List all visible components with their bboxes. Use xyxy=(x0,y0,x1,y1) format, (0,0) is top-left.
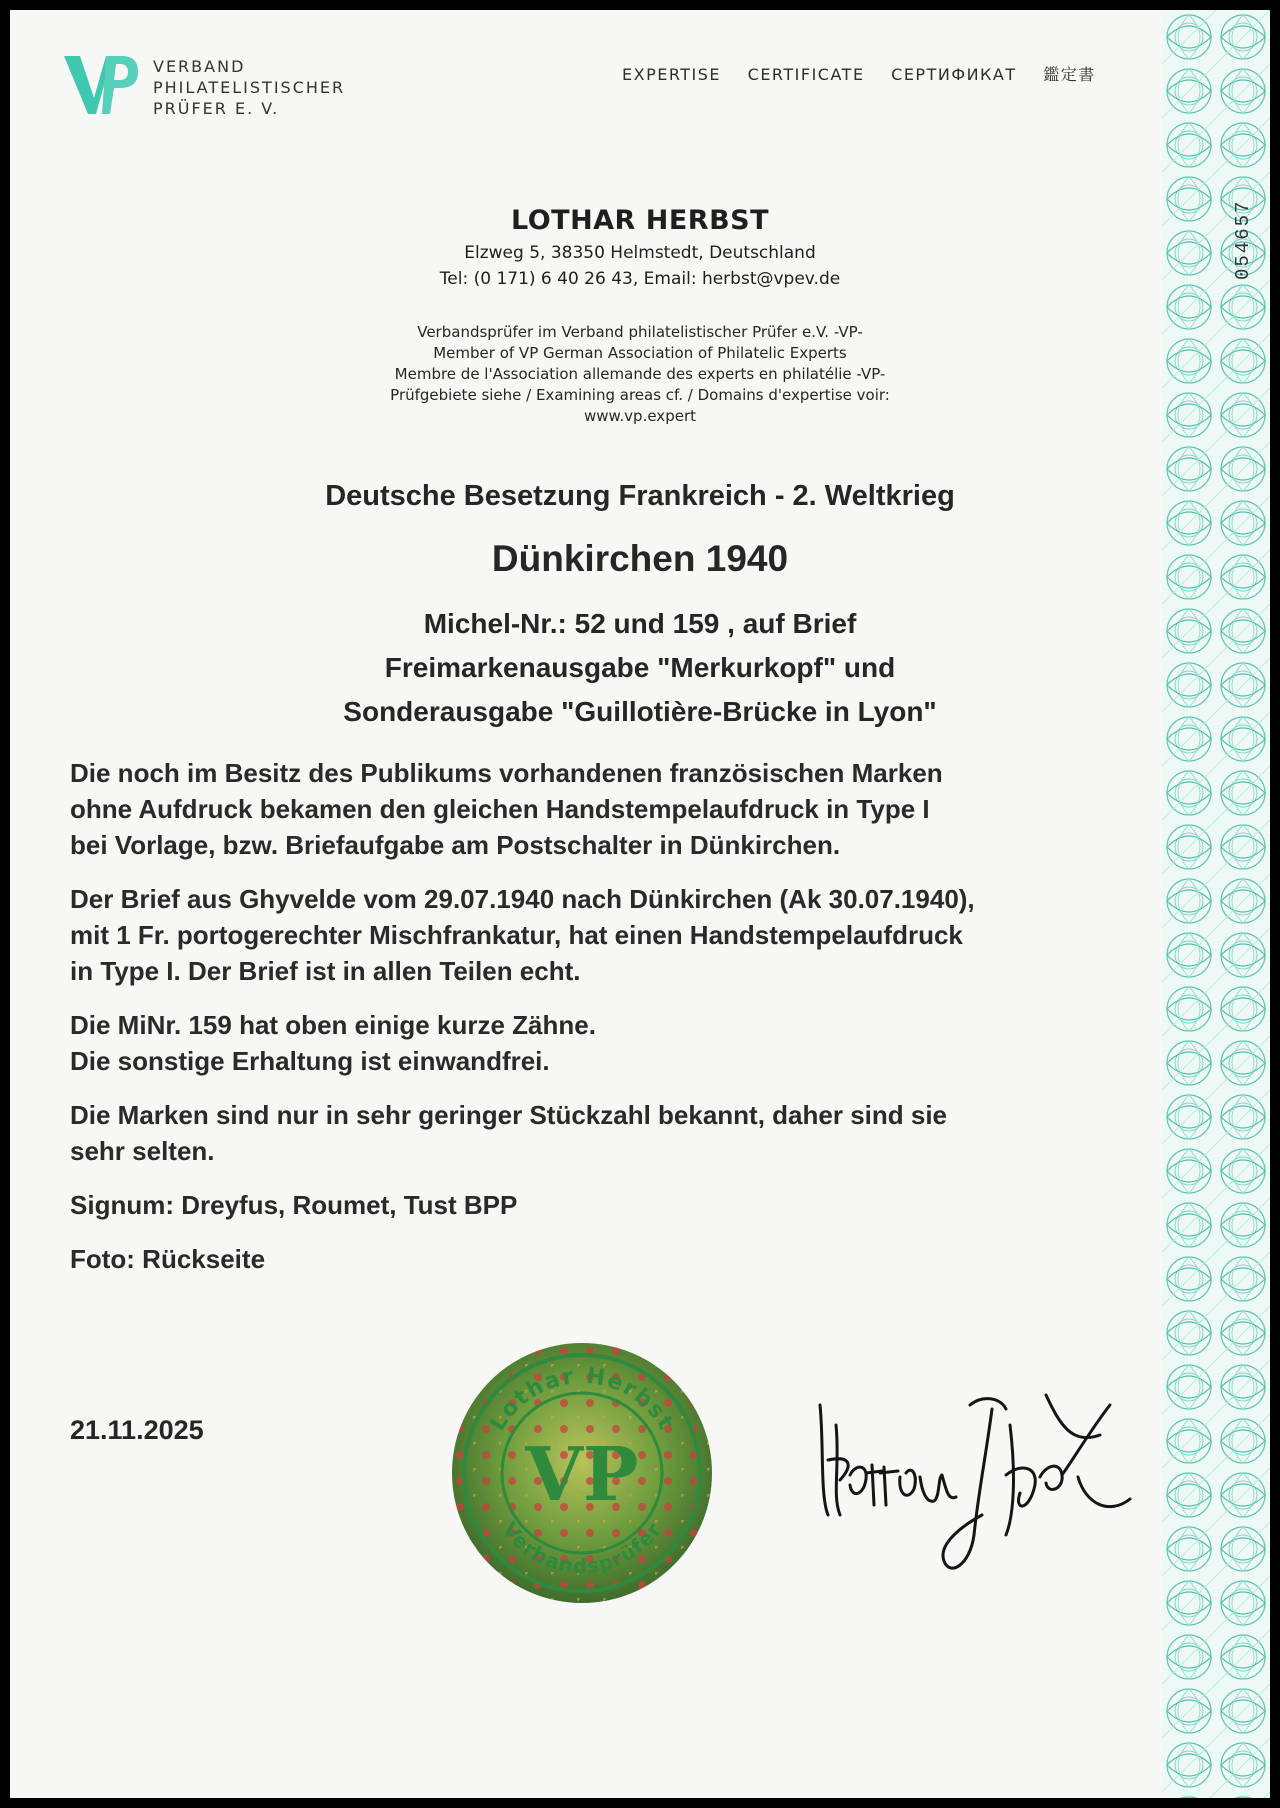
subject-details xyxy=(10,602,1270,734)
text-line: Der Brief aus Ghyvelde vom 29.07.1940 nach Dünkirchen (Ak 30.07.1940), xyxy=(70,884,975,914)
certificate-sheet xyxy=(10,10,1270,1798)
association-line: VERBAND xyxy=(153,57,246,76)
text-line: Die MiNr. 159 hat oben einige kurze Zähne. xyxy=(70,1010,596,1040)
paragraph xyxy=(70,755,1160,863)
vp-line: Prüfgebiete siehe / Examining areas cf. / Domains d'expertise voir: xyxy=(390,386,890,404)
photo-line xyxy=(70,1241,1160,1277)
certificate-label xyxy=(622,62,1116,85)
text-line: Foto: Rückseite xyxy=(70,1244,266,1274)
paragraph xyxy=(70,1097,1160,1169)
certificate-body xyxy=(70,755,1160,1295)
text-line: bei Vorlage, bzw. Briefaufgabe am Postschalter in Dünkirchen. xyxy=(70,830,841,860)
subject-area: Deutsche Besetzung Frankreich - 2. Weltkrieg xyxy=(325,480,955,512)
vp-website: www.vp.expert xyxy=(583,407,696,425)
label-jp: 鑑定書 xyxy=(1043,65,1096,84)
text-line: Die Marken sind nur in sehr geringer Stückzahl bekannt, daher sind sie xyxy=(70,1100,948,1130)
serial-number: 054657 xyxy=(1232,199,1254,280)
michel-numbers: Michel-Nr.: 52 und 159 , auf Brief xyxy=(423,608,857,639)
seal-top-text: Lothar Herbst xyxy=(485,1363,679,1436)
vp-line: Verbandsprüfer im Verband philatelistischer Prüfer e.V. -VP- xyxy=(417,323,863,341)
subject-title: Dünkirchen 1940 xyxy=(491,538,789,579)
expert-info xyxy=(10,205,1270,292)
expert-address: Elzweg 5, 38350 Helmstedt, Deutschland xyxy=(464,243,816,263)
paragraph xyxy=(70,1007,1160,1079)
vp-logo xyxy=(60,50,140,120)
issue-name-1: Freimarkenausgabe "Merkurkopf" und xyxy=(384,652,896,683)
text-line: mit 1 Fr. portogerechter Mischfrankatur, hat einen Handstempelaufdruck xyxy=(70,920,963,950)
paragraph xyxy=(70,881,1160,989)
text-line: in Type I. Der Brief ist in allen Teilen echt. xyxy=(70,956,581,986)
association-line: PRÜFER E. V. xyxy=(153,99,280,118)
certificate-date: 21.11.2025 xyxy=(70,1415,204,1445)
text-line: Die noch im Besitz des Publikums vorhandenen französischen Marken xyxy=(70,758,943,788)
text-line: Die sonstige Erhaltung ist einwandfrei. xyxy=(70,1046,550,1076)
text-line: ohne Aufdruck bekamen den gleichen Handstempelaufdruck in Type I xyxy=(70,794,930,824)
vp-membership-info xyxy=(10,322,1270,427)
label-en: CERTIFICATE xyxy=(747,65,865,84)
label-ru: СЕРТИФИКАТ xyxy=(891,65,1017,84)
signum-line xyxy=(70,1187,1160,1223)
hologram-seal xyxy=(447,1338,717,1608)
text-line: Signum: Dreyfus, Roumet, Tust BPP xyxy=(70,1190,518,1220)
vp-line: Membre de l'Association allemande des experts en philatélie -VP- xyxy=(394,365,886,383)
vp-line: Member of VP German Association of Philatelic Experts xyxy=(433,344,847,362)
expert-contact: Tel: (0 171) 6 40 26 43, Email: herbst@vpev.de xyxy=(439,269,841,289)
expert-name: LOTHAR HERBST xyxy=(510,205,770,236)
issue-name-2: Sonderausgabe "Guillotière-Brücke in Lyon" xyxy=(343,696,937,727)
label-de: EXPERTISE xyxy=(622,65,722,84)
text-line: sehr selten. xyxy=(70,1136,215,1166)
association-name xyxy=(153,56,345,119)
association-line: PHILATELISTISCHER xyxy=(153,78,346,97)
handwritten-signature xyxy=(810,1365,1140,1580)
seal-bottom-text: Verbandsprüfer xyxy=(497,1517,667,1579)
seal-center-logo: VP xyxy=(525,1432,639,1518)
